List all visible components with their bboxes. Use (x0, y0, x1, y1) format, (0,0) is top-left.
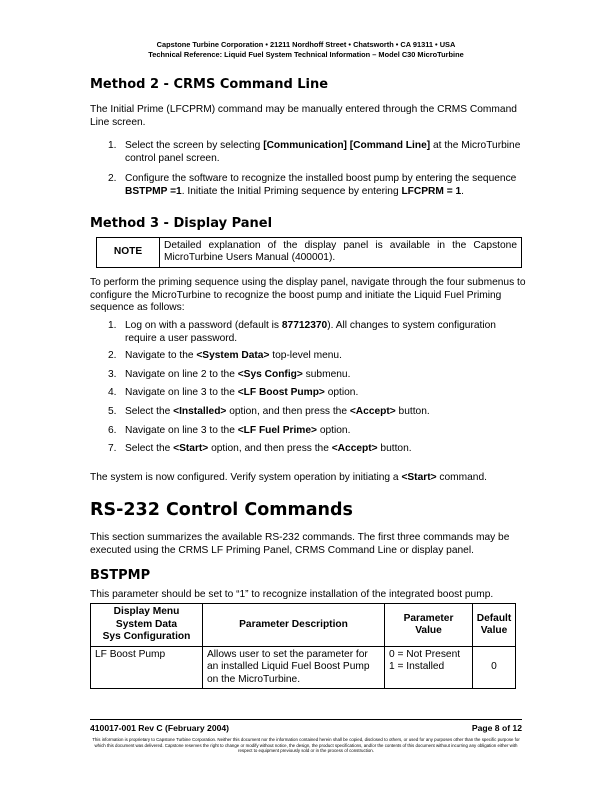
step-text: Select the <Start> option, and then press the <Accept> button. (125, 443, 412, 454)
value-option-1: 1 = Installed (389, 661, 445, 673)
cell-parameter-value (385, 647, 473, 689)
step-number: 1. (108, 140, 117, 151)
method3-conclusion: The system is now configured. Verify system operation by initiating a <Start> command. (90, 472, 487, 483)
step-text: Select the <Installed> option, and then press the <Accept> button. (125, 406, 430, 417)
note-text: Detailed explanation of the display panel is available in the Capstone MicroTurbine Users Manual (400001). (160, 238, 522, 268)
step-number: 5. (108, 406, 117, 417)
cell-default: 0 (473, 647, 516, 689)
method3-intro: To perform the priming sequence using the display panel, navigate through the four submenus to configure the MicroTurbine to recognize the boost pump and initiate the Liquid Fuel Priming sequence as follows: (90, 277, 526, 314)
step-text: Navigate on line 2 to the <Sys Config> submenu. (125, 369, 351, 380)
step-number: 1. (108, 320, 117, 331)
step-text: Select the screen by selecting [Communication] [Command Line] at the MicroTurbine control panel screen. (125, 140, 521, 164)
method2-title: Method 2 - CRMS Command Line (90, 77, 329, 92)
step-number: 3. (108, 369, 117, 380)
rs232-title: RS-232 Control Commands (90, 500, 353, 520)
header-line-1: Capstone Turbine Corporation • 21211 Nordhoff Street • Chatsworth • CA 91311 • USA (156, 40, 456, 49)
header-display-menu: Display Menu System Data Sys Configuration (91, 604, 203, 647)
rs232-intro: This section summarizes the available RS-232 commands. The first three commands may be executed using the CRMS LF Priming Panel, CRMS Command Line or display panel. (90, 532, 510, 556)
method2-intro: The Initial Prime (LFCPRM) command may be manually entered through the CRMS Command Line screen. (90, 104, 517, 128)
bstpmp-title: BSTPMP (90, 568, 151, 583)
footer-disclaimer: This information is proprietary to Capstone Turbine Corporation. Neither this document nor the information contained herein shall be copied, disclosed to others, or used for any purposes other than the specific purpose for which this document was delivered. Capstone reserves the right to change or modify without notice, the design, the product specifications, and/or the contents of this document without incurring any obligation either with respect to equipment previously sold or in the process of construction. (92, 737, 520, 754)
note-box (96, 237, 522, 268)
step-number: 2. (108, 350, 117, 361)
footer-divider (90, 719, 522, 720)
header-default-value: Default Value (473, 604, 516, 647)
header-line-2: Technical Reference: Liquid Fuel System Technical Information – Model C30 MicroTurbine (148, 50, 464, 59)
footer-page-number: Page 8 of 12 (471, 723, 522, 733)
method3-title: Method 3 - Display Panel (90, 216, 273, 231)
step-text: Navigate to the <System Data> top-level menu. (125, 350, 342, 361)
step-text: Log on with a password (default is 87712370). All changes to system configuration require a user password. (125, 320, 496, 344)
step-number: 4. (108, 387, 117, 398)
value-option-0: 0 = Not Present (389, 649, 461, 660)
note-label: NOTE (97, 238, 160, 268)
step-text: Navigate on line 3 to the <LF Boost Pump> option. (125, 387, 359, 398)
step-number: 6. (108, 425, 117, 436)
table-header-row (91, 604, 516, 647)
step-text: Configure the software to recognize the installed boost pump by entering the sequence BSTPMP =1. Initiate the Initial Priming sequence by entering LFCPRM = 1. (125, 173, 517, 197)
table-row (91, 647, 516, 689)
header-parameter-value: Parameter Value (385, 604, 473, 647)
step-number: 7. (108, 443, 117, 454)
step-number: 2. (108, 173, 117, 184)
cell-description: Allows user to set the parameter for an installed Liquid Fuel Boost Pump on the MicroTurbine. (203, 647, 385, 689)
footer-doc-number: 410017-001 Rev C (February 2004) (90, 723, 230, 733)
bstpmp-intro: This parameter should be set to “1” to recognize installation of the integrated boost pump. (90, 589, 494, 600)
cell-menu: LF Boost Pump (91, 647, 203, 689)
bstpmp-table (90, 603, 516, 689)
header-parameter-description: Parameter Description (203, 604, 385, 647)
step-text: Navigate on line 3 to the <LF Fuel Prime> option. (125, 425, 351, 436)
